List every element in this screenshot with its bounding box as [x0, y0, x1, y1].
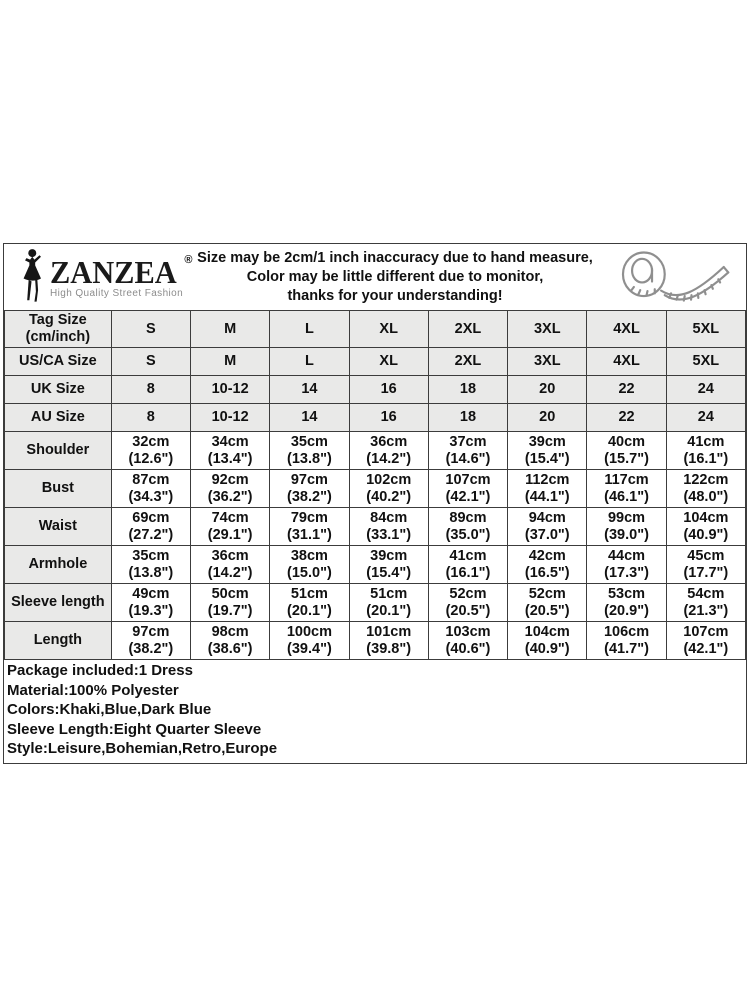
size-cell-line: 39cm — [370, 547, 408, 564]
size-cell-line: (20.5") — [445, 602, 491, 619]
size-cell-line: 87cm — [132, 471, 170, 488]
row-label-line: Length — [33, 632, 83, 648]
size-cell — [508, 508, 587, 546]
size-cell — [666, 348, 745, 376]
table-row — [5, 311, 746, 348]
size-cell-line: 89cm — [449, 509, 487, 526]
size-cell — [428, 404, 507, 432]
size-cell-line: 53cm — [607, 585, 646, 602]
size-cell-line: (20.5") — [524, 602, 570, 619]
size-cell — [111, 622, 190, 660]
size-cell-line: 79cm — [290, 509, 328, 526]
row-label — [5, 376, 112, 404]
size-cell-line: (41.7") — [604, 640, 649, 657]
size-cell — [587, 348, 666, 376]
table-row — [5, 404, 746, 432]
size-cell-line: 20 — [539, 409, 556, 425]
row-label — [5, 470, 112, 508]
detail-line: Style:Leisure,Bohemian,Retro,Europe — [7, 740, 278, 757]
size-cell-line: (39.0") — [604, 526, 649, 543]
size-cell — [428, 348, 507, 376]
size-cell — [587, 376, 666, 404]
size-cell-line: (20.1") — [287, 602, 332, 619]
size-cell — [349, 432, 428, 470]
size-cell-line: L — [304, 353, 314, 369]
size-cell-line: 4XL — [613, 353, 640, 369]
size-cell — [428, 508, 507, 546]
row-label-line: Waist — [38, 518, 77, 534]
size-cell — [587, 311, 666, 348]
size-cell-line: 39cm — [528, 433, 566, 450]
row-label-line: US/CA Size — [19, 353, 97, 369]
size-cell — [111, 508, 190, 546]
size-cell — [111, 470, 190, 508]
size-cell-line: (44.1") — [524, 488, 570, 505]
size-cell — [190, 508, 269, 546]
size-cell-line: (36.2") — [207, 488, 253, 505]
table-row — [5, 432, 746, 470]
size-cell-line: 5XL — [692, 320, 720, 337]
size-cell-line: (27.2") — [128, 526, 174, 543]
size-cell-line: (17.7") — [683, 564, 729, 581]
size-cell-line: (38.2") — [287, 488, 332, 505]
size-cell-line: (40.6") — [445, 640, 491, 657]
size-cell-line: 52cm — [449, 585, 487, 602]
size-cell-line: 3XL — [533, 353, 561, 369]
size-cell — [270, 404, 349, 432]
size-cell — [666, 311, 745, 348]
size-cell-line: 10-12 — [211, 409, 249, 425]
size-cell-line: (46.1") — [604, 488, 649, 505]
size-cell — [666, 432, 745, 470]
size-cell — [508, 546, 587, 584]
size-cell — [190, 622, 269, 660]
size-cell-line: (14.2") — [207, 564, 253, 581]
size-cell-line: XL — [379, 320, 398, 337]
size-cell-line: (20.1") — [366, 602, 412, 619]
row-label — [5, 404, 112, 432]
size-cell-line: 35cm — [290, 433, 328, 450]
size-cell-line: (31.1") — [287, 526, 332, 543]
size-cell — [349, 508, 428, 546]
measure-notice — [196, 249, 598, 306]
size-cell-line: L — [304, 320, 314, 337]
size-cell-line: 92cm — [211, 471, 249, 488]
size-cell-line: (40.2") — [366, 488, 412, 505]
size-cell — [508, 311, 587, 348]
row-label — [5, 546, 112, 584]
size-cell-line: (48.0") — [683, 488, 729, 505]
size-cell-line: (15.4") — [366, 564, 412, 581]
size-cell-line: 44cm — [607, 547, 646, 564]
size-cell — [270, 311, 349, 348]
size-cell — [270, 508, 349, 546]
size-cell-line: 52cm — [528, 585, 566, 602]
row-label — [5, 622, 112, 660]
size-cell-line: (14.6") — [445, 450, 491, 467]
size-cell-line: M — [224, 320, 237, 337]
size-cell-line: 42cm — [528, 547, 566, 564]
size-cell-line: 74cm — [211, 509, 249, 526]
size-cell — [428, 432, 507, 470]
size-cell-line: 104cm — [524, 623, 570, 640]
size-cell-line: 41cm — [687, 433, 725, 450]
brand-tagline: High Quality Street Fashion — [50, 287, 184, 299]
size-cell — [111, 546, 190, 584]
size-cell-line: (13.4") — [207, 450, 253, 467]
brand-text — [50, 253, 193, 299]
size-cell-line: (19.7") — [207, 602, 253, 619]
size-cell-line: (21.3") — [683, 602, 729, 619]
measuring-tape-icon — [613, 247, 731, 307]
size-cell — [111, 404, 190, 432]
size-cell — [587, 432, 666, 470]
size-cell — [270, 432, 349, 470]
size-cell-line: 54cm — [687, 585, 725, 602]
row-label — [5, 584, 112, 622]
size-cell — [349, 348, 428, 376]
size-cell-line: 2XL — [454, 320, 482, 337]
size-cell-line: (17.3") — [604, 564, 649, 581]
row-label-line: Shoulder — [26, 442, 90, 458]
table-row — [5, 584, 746, 622]
size-cell-line: 32cm — [132, 433, 170, 450]
woman-silhouette-icon — [18, 248, 48, 306]
size-cell — [349, 470, 428, 508]
size-cell-line: 51cm — [290, 585, 328, 602]
size-cell-line: (20.9") — [604, 602, 649, 619]
row-label-line: (cm/inch) — [25, 329, 91, 345]
size-cell-line: (39.4") — [287, 640, 332, 657]
size-cell-line: 22 — [618, 381, 635, 397]
size-cell — [349, 546, 428, 584]
size-cell — [666, 546, 745, 584]
size-cell — [190, 404, 269, 432]
size-cell-line: 107cm — [445, 471, 491, 488]
detail-line: Sleeve Length:Eight Quarter Sleeve — [7, 720, 262, 738]
size-cell — [349, 376, 428, 404]
size-cell — [190, 470, 269, 508]
size-cell-line: 10-12 — [211, 381, 249, 397]
registered-trademark: ® — [184, 253, 193, 266]
size-cell-line: 8 — [146, 381, 155, 397]
size-cell — [587, 584, 666, 622]
size-cell-line: 98cm — [211, 623, 249, 640]
size-cell — [428, 376, 507, 404]
size-cell-line: 107cm — [683, 623, 729, 640]
size-cell-line: 37cm — [449, 433, 487, 450]
size-cell-line: 4XL — [613, 320, 640, 337]
size-cell-line: 24 — [697, 409, 714, 425]
size-cell-line: 16 — [380, 409, 397, 425]
size-cell-line: 50cm — [211, 585, 249, 602]
size-cell — [270, 470, 349, 508]
size-cell — [270, 546, 349, 584]
size-cell — [190, 376, 269, 404]
size-cell-line: 24 — [697, 381, 714, 397]
size-cell — [111, 311, 190, 348]
table-row — [5, 508, 746, 546]
size-cell-line: (16.1") — [445, 564, 491, 581]
size-cell — [190, 311, 269, 348]
size-cell — [666, 622, 745, 660]
table-row — [5, 622, 746, 660]
size-cell-line: 34cm — [211, 433, 249, 450]
size-cell-line: (39.8") — [366, 640, 412, 657]
notice-line: Color may be little different due to monitor, — [246, 268, 544, 285]
size-cell-line: 40cm — [607, 433, 646, 450]
size-cell-line: (15.0") — [287, 564, 332, 581]
size-cell-line: 22 — [618, 409, 635, 425]
size-cell-line: (16.5") — [524, 564, 570, 581]
size-cell-line: (15.7") — [604, 450, 649, 467]
size-cell-line: (12.6") — [128, 450, 174, 467]
size-cell — [666, 584, 745, 622]
row-label — [5, 508, 112, 546]
size-cell-line: 112cm — [525, 471, 570, 488]
size-cell-line: 97cm — [132, 623, 170, 640]
size-cell — [111, 348, 190, 376]
size-cell-line: 38cm — [290, 547, 328, 564]
size-cell — [428, 546, 507, 584]
size-cell — [428, 622, 507, 660]
notice-line: thanks for your understanding! — [287, 287, 503, 304]
row-label-line: AU Size — [30, 409, 85, 425]
size-cell — [587, 622, 666, 660]
size-cell — [190, 348, 269, 376]
size-cell-line: 97cm — [290, 471, 328, 488]
tape-icon-wrap — [598, 247, 746, 307]
size-chart-sheet — [3, 243, 747, 764]
size-cell-line: 8 — [146, 409, 155, 425]
size-cell-line: (15.4") — [524, 450, 570, 467]
size-cell — [349, 622, 428, 660]
size-cell-line: 69cm — [132, 509, 170, 526]
size-cell — [270, 622, 349, 660]
size-cell-line: 99cm — [607, 509, 646, 526]
size-cell — [666, 376, 745, 404]
size-cell-line: (16.1") — [683, 450, 729, 467]
size-cell-line: M — [224, 353, 237, 369]
row-label-line: Sleeve length — [11, 594, 105, 610]
size-cell — [190, 546, 269, 584]
size-cell-line: 103cm — [445, 623, 491, 640]
size-cell-line: (38.2") — [128, 640, 174, 657]
size-cell-line: (19.3") — [128, 602, 174, 619]
detail-line: Material:100% Polyester — [7, 681, 179, 699]
size-cell — [349, 311, 428, 348]
size-cell-line: 122cm — [683, 471, 729, 488]
size-cell — [587, 546, 666, 584]
size-cell-line: (14.2") — [366, 450, 412, 467]
size-cell — [587, 404, 666, 432]
size-cell-line: (37.0") — [524, 526, 570, 543]
size-cell-line: (33.1") — [366, 526, 412, 543]
size-cell — [508, 404, 587, 432]
size-cell — [349, 404, 428, 432]
row-label — [5, 311, 112, 348]
size-cell — [508, 432, 587, 470]
size-cell-line: 106cm — [603, 623, 650, 640]
detail-line: Package included:1 Dress — [7, 662, 193, 679]
size-cell — [428, 470, 507, 508]
brand-logo — [4, 248, 196, 306]
row-label-line: UK Size — [30, 381, 85, 397]
size-cell-line: (13.8") — [128, 564, 174, 581]
size-cell-line: 35cm — [132, 547, 170, 564]
size-cell-line: 18 — [459, 381, 477, 397]
row-label-line: Tag Size — [28, 312, 87, 328]
size-cell-line: 18 — [459, 409, 477, 425]
product-details — [4, 660, 746, 763]
size-cell-line: 101cm — [366, 623, 412, 640]
size-cell — [111, 376, 190, 404]
size-cell-line: (13.8") — [287, 450, 332, 467]
table-row — [5, 470, 746, 508]
size-cell-line: 117cm — [604, 471, 649, 488]
size-cell-line: S — [146, 353, 156, 369]
size-cell-line: 36cm — [211, 547, 249, 564]
row-label — [5, 432, 112, 470]
size-cell — [428, 584, 507, 622]
top-banner — [4, 244, 746, 310]
size-cell — [666, 404, 745, 432]
size-cell-line: (35.0") — [445, 526, 491, 543]
size-cell — [428, 311, 507, 348]
size-cell — [666, 470, 745, 508]
size-cell-line: (40.9") — [524, 640, 570, 657]
size-cell — [190, 584, 269, 622]
size-cell-line: 94cm — [528, 509, 566, 526]
size-cell-line: 14 — [301, 409, 318, 425]
size-cell — [666, 508, 745, 546]
size-cell — [190, 432, 269, 470]
row-label-line: Armhole — [28, 556, 88, 572]
size-cell-line: 102cm — [366, 471, 412, 488]
size-cell — [508, 470, 587, 508]
size-cell-line: 2XL — [454, 353, 482, 369]
size-cell-line: 41cm — [449, 547, 487, 564]
size-cell — [349, 584, 428, 622]
detail-line: Colors:Khaki,Blue,Dark Blue — [7, 701, 212, 718]
size-cell-line: (40.9") — [683, 526, 729, 543]
size-cell-line: 36cm — [370, 433, 408, 450]
row-label-line: Bust — [41, 480, 74, 496]
size-cell-line: 3XL — [533, 320, 561, 337]
size-cell — [587, 470, 666, 508]
table-row — [5, 376, 746, 404]
size-cell-line: 16 — [380, 381, 397, 397]
size-cell-line: 20 — [539, 381, 556, 397]
size-cell-line: 14 — [301, 381, 318, 397]
row-label — [5, 348, 112, 376]
size-cell-line: S — [146, 320, 156, 337]
size-table — [4, 310, 746, 660]
table-row — [5, 546, 746, 584]
size-cell-line: (42.1") — [445, 488, 491, 505]
size-cell — [270, 348, 349, 376]
size-cell-line: 5XL — [692, 353, 720, 369]
size-cell — [508, 584, 587, 622]
table-row — [5, 348, 746, 376]
size-cell-line: (38.6") — [207, 640, 253, 657]
size-cell-line: (42.1") — [683, 640, 729, 657]
size-cell — [270, 584, 349, 622]
size-cell-line: 51cm — [370, 585, 408, 602]
size-cell-line: 100cm — [286, 623, 332, 640]
size-cell-line: (29.1") — [207, 526, 253, 543]
size-cell — [508, 622, 587, 660]
size-cell — [270, 376, 349, 404]
size-cell-line: 49cm — [132, 585, 170, 602]
size-cell — [587, 508, 666, 546]
size-cell — [111, 584, 190, 622]
size-cell — [111, 432, 190, 470]
size-cell-line: XL — [379, 353, 398, 369]
size-cell-line: 84cm — [370, 509, 408, 526]
brand-name: ZANZEA — [50, 253, 177, 290]
notice-line: Size may be 2cm/1 inch inaccuracy due to hand measure, — [197, 249, 593, 266]
size-cell-line: 104cm — [683, 509, 729, 526]
size-table-body — [5, 311, 746, 660]
size-cell-line: (34.3") — [128, 488, 174, 505]
size-cell-line: 45cm — [687, 547, 725, 564]
size-cell — [508, 376, 587, 404]
size-cell — [508, 348, 587, 376]
